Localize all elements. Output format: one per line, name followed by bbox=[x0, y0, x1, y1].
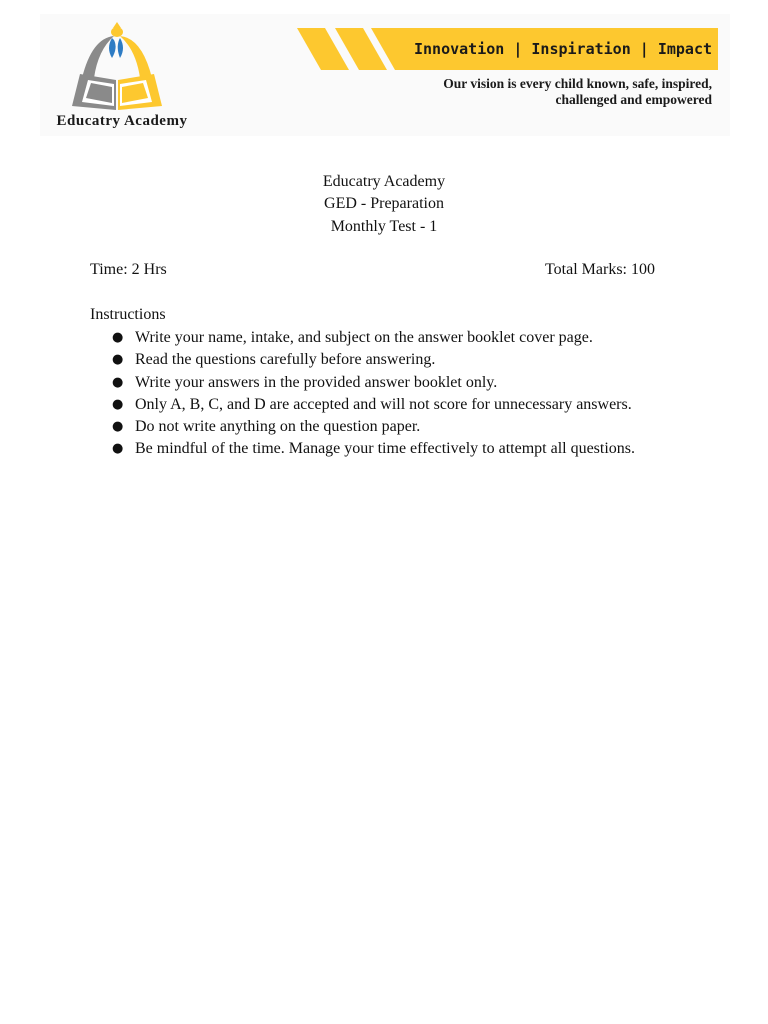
instruction-item bbox=[112, 327, 635, 349]
instruction-text: Read the questions carefully before answering. bbox=[135, 351, 436, 369]
bullet-icon: ● bbox=[112, 330, 124, 345]
instruction-item bbox=[112, 372, 635, 394]
bullet-icon: ● bbox=[112, 352, 124, 368]
instruction-item bbox=[112, 349, 635, 371]
course-name: GED - Preparation bbox=[324, 195, 444, 213]
instruction-text: Do not write anything on the question paper. bbox=[135, 418, 421, 436]
slogan: Innovation | Inspiration | Impact bbox=[413, 40, 712, 58]
instructions-list bbox=[112, 327, 635, 461]
instruction-item bbox=[112, 394, 635, 416]
document-title bbox=[0, 171, 768, 238]
test-name: Monthly Test - 1 bbox=[330, 217, 438, 235]
time-allowed: Time: 2 Hrs bbox=[90, 261, 167, 278]
bullet-icon: ● bbox=[112, 441, 124, 457]
instruction-item bbox=[112, 416, 635, 438]
bullet-icon: ● bbox=[112, 374, 124, 390]
vision-line-1: Our vision is every child known, safe, inspired, bbox=[443, 76, 712, 91]
instruction-text: Write your name, intake, and subject on the answer booklet cover page. bbox=[135, 329, 593, 346]
test-meta bbox=[90, 259, 655, 281]
logo-wordmark: Educatry Academy bbox=[56, 113, 188, 129]
instructions-heading: Instructions bbox=[90, 306, 166, 323]
instruction-text: Only A, B, C, and D are accepted and will not score for unnecessary answers. bbox=[135, 395, 632, 413]
academy-logo bbox=[62, 18, 172, 114]
vision-statement bbox=[404, 76, 712, 108]
bullet-icon: ● bbox=[112, 396, 124, 412]
total-marks: Total Marks: 100 bbox=[545, 261, 655, 278]
instruction-text: Be mindful of the time. Manage your time effectively to attempt all questions. bbox=[135, 440, 636, 458]
bullet-icon: ● bbox=[112, 419, 124, 435]
school-name: Educatry Academy bbox=[322, 173, 446, 190]
instruction-item bbox=[112, 438, 635, 460]
vision-line-2: challenged and empowered bbox=[555, 92, 712, 107]
instruction-text: Write your answers in the provided answer booklet only. bbox=[135, 373, 498, 391]
